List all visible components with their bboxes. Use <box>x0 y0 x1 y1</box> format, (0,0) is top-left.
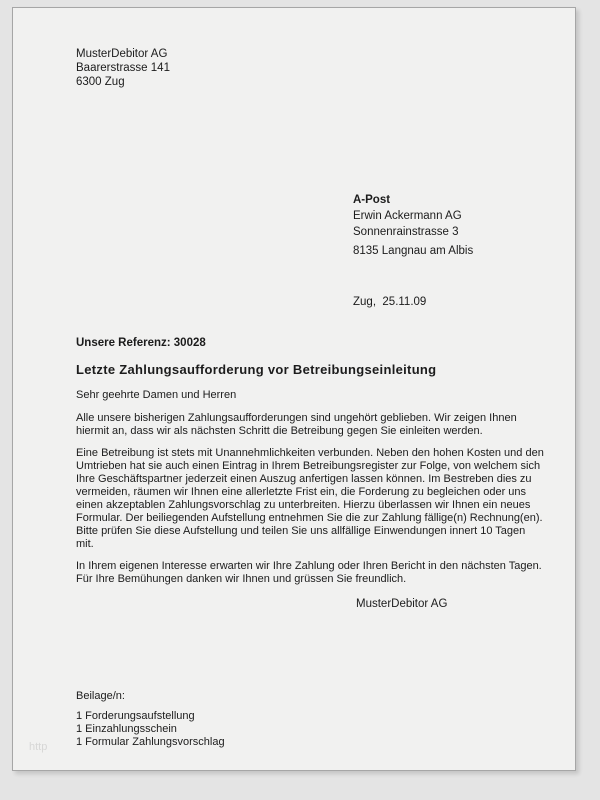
sender-city: 6300 Zug <box>76 76 125 88</box>
sender-name: MusterDebitor AG <box>76 48 168 60</box>
salutation: Sehr geehrte Damen und Herren <box>76 389 237 401</box>
enclosures-label: Beilage/n: <box>76 690 125 702</box>
signature-company-name: MusterDebitor AG <box>356 598 448 610</box>
letter-body <box>76 412 546 595</box>
subject-line: Letzte Zahlungsaufforderung vor Betreibungseinleitung <box>76 362 437 377</box>
recipient-address-block <box>353 192 473 259</box>
sender-address-block <box>76 47 170 89</box>
recipient-name: Erwin Ackermann AG <box>353 210 462 222</box>
reference-line: Unsere Referenz: 30028 <box>76 337 206 349</box>
body-paragraph: Alle unsere bisherigen Zahlungsaufforderungen sind ungehört geblieben. Wir zeigen Ihnen hiermit an, dass wir als nächsten Schritt die Betreibung gegen Sie einleiten werden. <box>76 412 517 437</box>
body-paragraph: Eine Betreibung ist stets mit Unannehmlichkeiten verbunden. Neben den hohen Kosten und den Umtrieben hat sie auch einen Eintrag in Ihrem Betreibungsregister zur Folge, von welchem sich Ihre Geschäftspartner jederzeit einen Auszug anfertigen lassen können. Im Bestreben dies zu vermeiden, räumen wir Ihnen eine allerletzte Frist ein, die Forderung zu begleichen oder uns einen akzeptablen Zahlungsvorschlag zu unterbreiten. Hierzu überlassen wir Ihnen ein neues Formular. Der beiliegenden Aufstellung entnehmen Sie die zur Zahlung fällige(n) Rechnung(en). Bitte prüfen Sie diese Aufstellung und teilen Sie uns allfällige Einwendungen innert 10 Tagen mit. <box>76 447 544 550</box>
faint-watermark-text: http <box>29 741 48 753</box>
recipient-street: Sonnenrainstrasse 3 <box>353 226 459 238</box>
mail-class-label: A-Post <box>353 194 391 206</box>
enclosure-item: 1 Einzahlungsschein <box>76 723 177 735</box>
enclosures-block <box>76 690 225 749</box>
sender-street: Baarerstrasse 141 <box>76 62 170 74</box>
enclosure-item: 1 Formular Zahlungsvorschlag <box>76 736 225 748</box>
body-paragraph: In Ihrem eigenen Interesse erwarten wir Ihre Zahlung oder Ihren Bericht in den nächsten Tagen. Für Ihre Bemühungen danken wir Ihnen und grüssen Sie freundlich. <box>76 560 542 585</box>
place-and-date: Zug, 25.11.09 <box>353 296 427 308</box>
letter-page <box>12 7 576 771</box>
recipient-city: 8135 Langnau am Albis <box>353 245 474 257</box>
enclosure-item: 1 Forderungsaufstellung <box>76 710 195 722</box>
